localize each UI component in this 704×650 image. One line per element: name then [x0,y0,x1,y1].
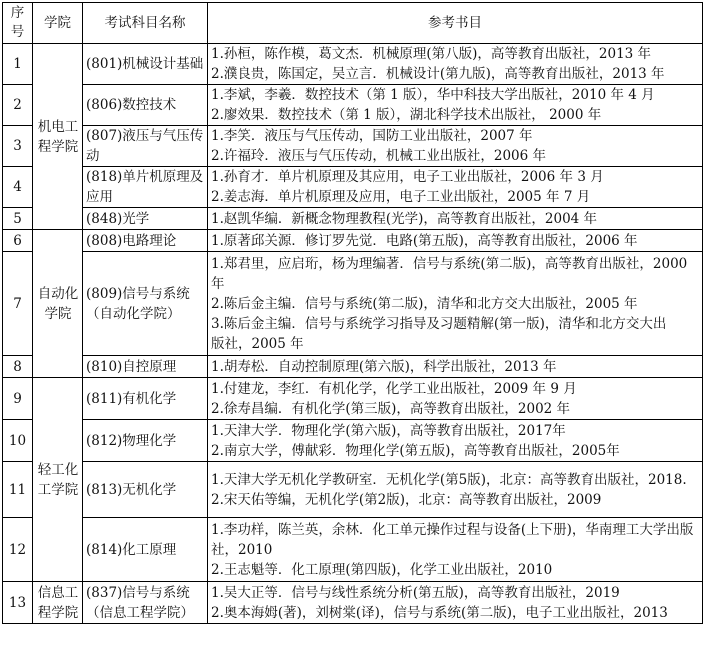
header-subject: 考试科目名称 [83,3,208,44]
subject-name: (848)光学 [83,208,208,230]
table-row [3,126,703,167]
reference-line: 2.廖效果．数控技术（第 1 版），湖北科学技术出版社， 2000 年 [211,107,602,123]
reference-line: 1.吴大正等．信号与线性系统分析(第五版)，高等教育出版社，2019 [211,584,620,601]
table-row [3,462,703,518]
table-row [3,208,703,230]
reference-line: 1.天津大学．物理化学(第六版)，高等教育出版社，2017年 [211,422,566,439]
reference-list [208,252,703,356]
subject-name: (801)机械设计基础 [83,44,208,85]
reference-line: 2.陈后金主编．信号与系统(第二版)，清华和北方交大出版社，2005 年 [211,295,638,312]
table-row [3,85,703,126]
reference-line: 1.李笑．液压与气压传动，国防工业出版社，2007 年 [211,128,533,144]
subject-name: (818)单片机原理及应用 [83,167,208,208]
college-cell: 自动化学院 [33,230,83,378]
subject-name: (807)液压与气压传动 [83,126,208,167]
reference-list [208,126,703,167]
reference-line: 社，2010 [211,541,273,558]
row-number: 5 [3,208,33,230]
table-row [3,230,703,252]
row-number: 3 [3,126,33,167]
reference-line: 3.陈后金主编．信号与系统学习指导及习题精解(第一版)，清华和北方交大出 [211,315,667,332]
reference-list [208,85,703,126]
row-number: 6 [3,230,33,252]
reference-line: 2.奥本海姆(著)，刘树棠(译)，信号与系统(第二版)，电子工业出版社，2013 [211,604,668,621]
subject-name: (837)信号与系统（信息工程学院） [83,582,208,624]
reference-list [208,462,703,518]
reference-line: 1.孙桓，陈作模，葛文杰．机械原理(第八版)，高等教育出版社，2013 年 [211,46,652,62]
reference-line: 2.濮良贵，陈国定，吴立言．机械设计(第九版)，高等教育出版社，2013 年 [211,66,665,82]
table-row [3,44,703,85]
reference-line: 1.原著邱关源．修订罗先觉．电路(第五版)，高等教育出版社，2006 年 [211,232,638,249]
table-row [3,252,703,356]
header-seq: 序号 [3,3,33,44]
college-cell: 信息工程学院 [33,582,83,624]
reference-line: 版社，2005 年 [211,335,304,352]
subject-name: (812)物理化学 [83,420,208,462]
subject-name: (810)自控原理 [83,356,208,378]
table-row [3,378,703,420]
row-number: 2 [3,85,33,126]
reference-line: 2.徐寿昌编．有机化学(第三版)，高等教育出版社，2002 年 [211,400,571,417]
reference-list [208,518,703,582]
row-number: 11 [3,462,33,518]
reference-list [208,208,703,230]
reference-list [208,167,703,208]
reference-line: 2.王志魁等．化工原理(第四版)，化学工业出版社，2010 [211,561,553,578]
reference-list [208,230,703,252]
college-cell: 轻工化工学院 [33,378,83,582]
reference-line: 1.孙育才．单片机原理及其应用，电子工业出版社，2006 年 3 月 [211,169,604,185]
row-number: 9 [3,378,33,420]
reference-line: 1.付建龙，李红．有机化学，化学工业出版社，2009 年 9 月 [211,380,577,397]
subject-name: (806)数控技术 [83,85,208,126]
table-row [3,518,703,582]
reference-line: 1.天津大学无机化学教研室．无机化学(第5版)，北京：高等教育出版社，2018. [211,471,687,488]
row-number: 12 [3,518,33,582]
reference-list [208,356,703,378]
header-college: 学院 [33,3,83,44]
table-row [3,582,703,624]
reference-list [208,378,703,420]
reference-line: 1.李功样，陈兰英，余林．化工单元操作过程与设备(上下册)，华南理工大学出版 [211,521,694,538]
row-number: 1 [3,44,33,85]
reference-book-table [2,2,703,624]
reference-list [208,582,703,624]
row-number: 13 [3,582,33,624]
row-number: 7 [3,252,33,356]
reference-line: 2.姜志海．单片机原理及应用，电子工业出版社，2005 年 7 月 [211,189,591,205]
reference-line: 2.许福玲．液压与气压传动，机械工业出版社，2006 年 [211,148,547,164]
header-refs: 参考书目 [208,3,703,44]
subject-name: (809)信号与系统（自动化学院） [83,252,208,356]
row-number: 10 [3,420,33,462]
reference-line: 1.郑君里，应启珩，杨为理编著．信号与系统(第二版)，高等教育出版社，2000 [211,255,688,272]
reference-line: 1.胡寿松．自动控制原理(第六版)，科学出版社，2013 年 [211,358,557,375]
row-number: 4 [3,167,33,208]
subject-name: (811)有机化学 [83,378,208,420]
reference-list [208,44,703,85]
subject-name: (813)无机化学 [83,462,208,518]
reference-line: 1.赵凯华编．新概念物理教程(光学)，高等教育出版社，2004 年 [211,210,598,227]
header-row [3,3,703,44]
table-row [3,420,703,462]
table-row [3,167,703,208]
subject-name: (808)电路理论 [83,230,208,252]
subject-name: (814)化工原理 [83,518,208,582]
table-row [3,356,703,378]
reference-line: 2.南京大学，傅献彩．物理化学(第五版)，高等教育出版社，2005年 [211,442,620,459]
reference-line: 2.宋天佑等编，无机化学(第2版)，北京：高等教育出版社，2009 [211,491,602,508]
row-number: 8 [3,356,33,378]
reference-list [208,420,703,462]
college-cell: 机电工程学院 [33,44,83,230]
reference-line: 1.李斌，李羲．数控技术（第 1 版），华中科技大学出版社，2010 年 4 月 [211,87,655,103]
reference-line: 年 [211,275,225,292]
